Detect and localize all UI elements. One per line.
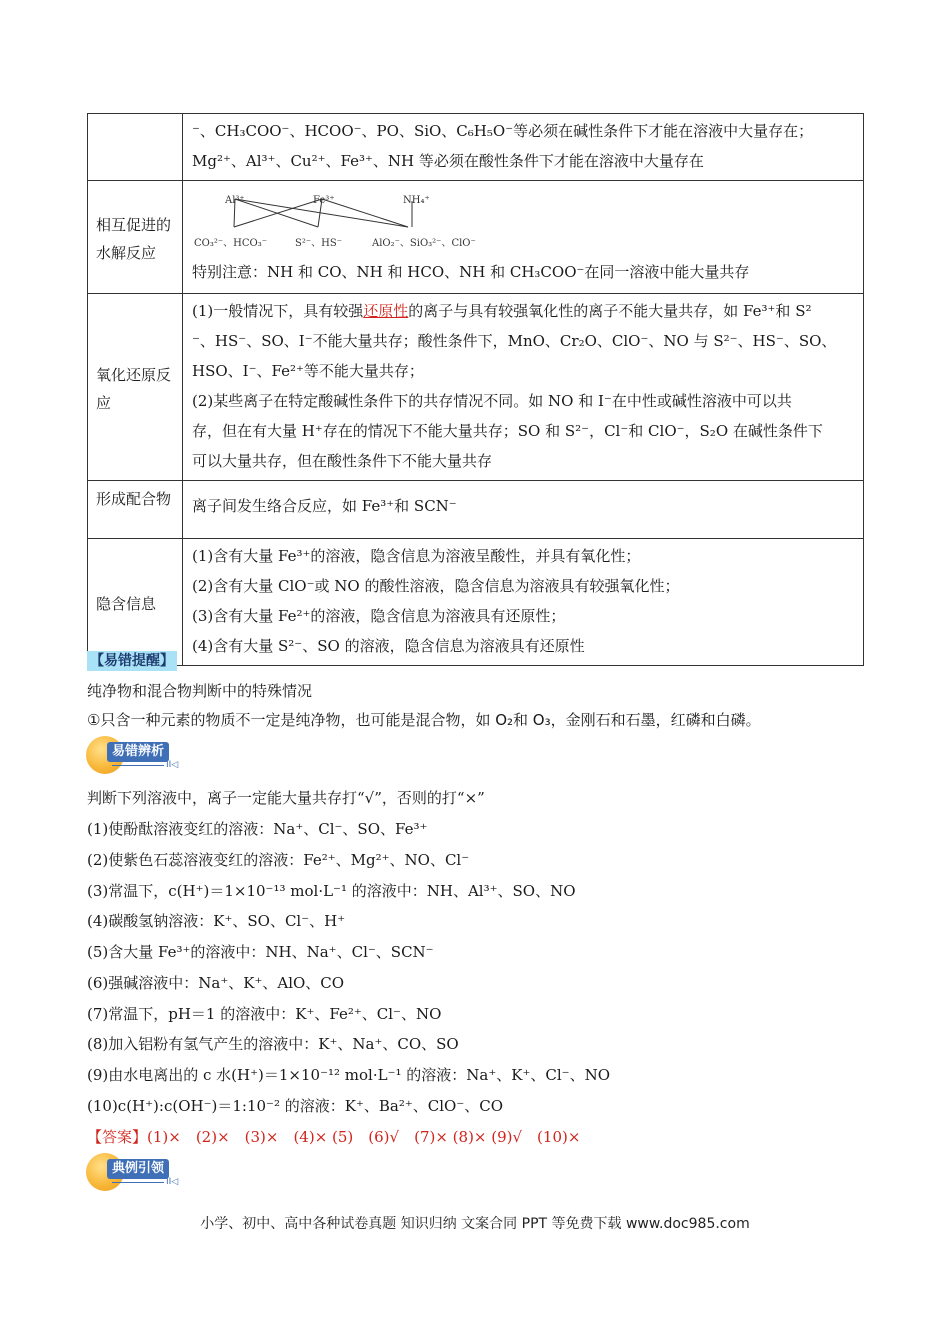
badge-arrow-icon: II◁: [166, 1177, 179, 1187]
table-row: [88, 181, 864, 294]
row5-category: 隐含信息: [88, 539, 183, 666]
row5-content: [183, 539, 864, 666]
row5-item: (1)含有大量 Fe³⁺的溶液，隐含信息为溶液呈酸性，并具有氧化性；: [192, 547, 641, 565]
exercise-item: (5)含大量 Fe³⁺的溶液中：NH、Na⁺、Cl⁻、SCN⁻: [87, 943, 434, 961]
error-tip-tag: 【易错提醒】: [87, 651, 177, 671]
badge-label: 易错辨析: [107, 742, 169, 762]
table-row: [88, 294, 864, 481]
diagram-top-ion: Fe³⁺: [313, 195, 335, 206]
diagram-bottom-ion: S²⁻、HS⁻: [295, 238, 342, 249]
exercise-item: (10)c(H⁺):c(OH⁻)＝1:10⁻² 的溶液：K⁺、Ba²⁺、ClO⁻、CO: [87, 1097, 504, 1115]
reducibility-link[interactable]: 还原性: [363, 302, 409, 320]
row3-line2: ⁻、HS⁻、SO、I⁻不能大量共存；酸性条件下，MnO、Cr₂O、ClO⁻、NO 与 S²⁻、HS⁻、SO、: [192, 332, 837, 350]
table-row: [88, 114, 864, 181]
exercise-item: (6)强碱溶液中：Na⁺、K⁺、AlO、CO: [87, 974, 345, 992]
hydrolysis-diagram: [190, 183, 855, 249]
badge-rule: [112, 1182, 164, 1183]
page-footer: 小学、初中、高中各种试卷真题 知识归纳 文案合同 PPT 等免费下载 www.doc985.com: [200, 1216, 750, 1232]
row3-line3: HSO、I⁻、Fe²⁺等不能大量共存；: [192, 362, 424, 380]
exercise-item: (3)常温下，c(H⁺)＝1×10⁻¹³ mol·L⁻¹ 的溶液中：NH、Al³⁺、SO、NO: [87, 882, 576, 900]
row3-content: [183, 294, 864, 481]
row4-text: 离子间发生络合反应，如 Fe³⁺和 SCN⁻: [192, 497, 457, 515]
row2-note: 特别注意：NH 和 CO、NH 和 HCO、NH 和 CH₃COO⁻在同一溶液中能大量共存: [192, 263, 750, 281]
exercise-prompt: 判断下列溶液中，离子一定能大量共存打“√”，否则的打“×”: [87, 789, 485, 807]
row1-content: [183, 114, 864, 181]
exercise-item: (2)使紫色石蕊溶液变红的溶液：Fe²⁺、Mg²⁺、NO、Cl⁻: [87, 851, 470, 869]
badge-arrow-icon: II◁: [166, 760, 179, 770]
row5-item: (4)含有大量 S²⁻、SO 的溶液，隐含信息为溶液具有还原性: [192, 637, 585, 655]
ion-coexistence-table: [87, 113, 864, 666]
diagram-bottom-ion: AlO₂⁻、SiO₃²⁻、ClO⁻: [372, 238, 476, 249]
exercise-item: (8)加入铝粉有氢气产生的溶液中：K⁺、Na⁺、CO、SO: [87, 1035, 459, 1053]
row3-line1-pre: (1)一般情况下，具有较强: [192, 302, 364, 320]
row1-line1: ⁻、CH₃COO⁻、HCOO⁻、PO、SiO、C₆H₅O⁻等必须在碱性条件下才能在溶液中大量存在；: [192, 122, 814, 140]
row2-content: [183, 181, 864, 294]
tip-title: 纯净物和混合物判断中的特殊情况: [87, 682, 313, 700]
table-row: [88, 481, 864, 539]
tip-item: ①只含一种元素的物质不一定是纯净物，也可能是混合物，如 O₂和 O₃，金刚石和石墨，红磷和白磷。: [87, 711, 761, 729]
row4-category: 形成配合物: [88, 481, 183, 539]
exercise-item: (1)使酚酞溶液变红的溶液：Na⁺、Cl⁻、SO、Fe³⁺: [87, 820, 428, 838]
diagram-top-ion: NH₄⁺: [403, 195, 430, 206]
row3-line4: (2)某些离子在特定酸碱性条件下的共存情况不同。如 NO 和 I⁻在中性或碱性溶液中可以共: [192, 392, 792, 410]
row2-category: 相互促进的水解反应: [88, 181, 183, 294]
diagram-top-ion: Al³⁺: [225, 195, 245, 206]
row5-item: (2)含有大量 ClO⁻或 NO 的酸性溶液，隐含信息为溶液具有较强氧化性；: [192, 577, 680, 595]
row5-item: (3)含有大量 Fe²⁺的溶液，隐含信息为溶液具有还原性；: [192, 607, 566, 625]
table-row: [88, 539, 864, 666]
badge-label: 典例引领: [107, 1159, 169, 1179]
row4-content: [183, 481, 864, 539]
row1-category: [88, 114, 183, 181]
diagram-bottom-ion: CO₃²⁻、HCO₃⁻: [194, 238, 268, 249]
badge-rule: [112, 765, 164, 766]
error-analysis-badge: [86, 736, 186, 776]
row3-line1-post: 的离子与具有较强氧化性的离子不能大量共存，如 Fe³⁺和 S²: [408, 302, 812, 320]
example-badge: [86, 1153, 186, 1193]
row3-line5: 存，但在有大量 H⁺存在的情况下不能大量共存；SO 和 S²⁻，Cl⁻和 ClO⁻，S₂O 在碱性条件下: [192, 422, 823, 440]
exercise-item: (4)碳酸氢钠溶液：K⁺、SO、Cl⁻、H⁺: [87, 912, 346, 930]
exercise-item: (7)常温下，pH＝1 的溶液中：K⁺、Fe²⁺、Cl⁻、NO: [87, 1005, 442, 1023]
row3-line6: 可以大量共存，但在酸性条件下不能大量共存: [192, 452, 493, 470]
row3-line1: [192, 296, 855, 326]
row3-category: 氧化还原反应: [88, 294, 183, 481]
answer-line: 【答案】(1)× (2)× (3)× (4)× (5) (6)√ (7)× (8)× (9)√ (10)×: [87, 1128, 581, 1146]
exercise-item: (9)由水电离出的 c 水(H⁺)＝1×10⁻¹² mol·L⁻¹ 的溶液：Na⁺、K⁺、Cl⁻、NO: [87, 1066, 611, 1084]
row1-line2: Mg²⁺、Al³⁺、Cu²⁺、Fe³⁺、NH 等必须在酸性条件下才能在溶液中大量存在: [192, 152, 704, 170]
